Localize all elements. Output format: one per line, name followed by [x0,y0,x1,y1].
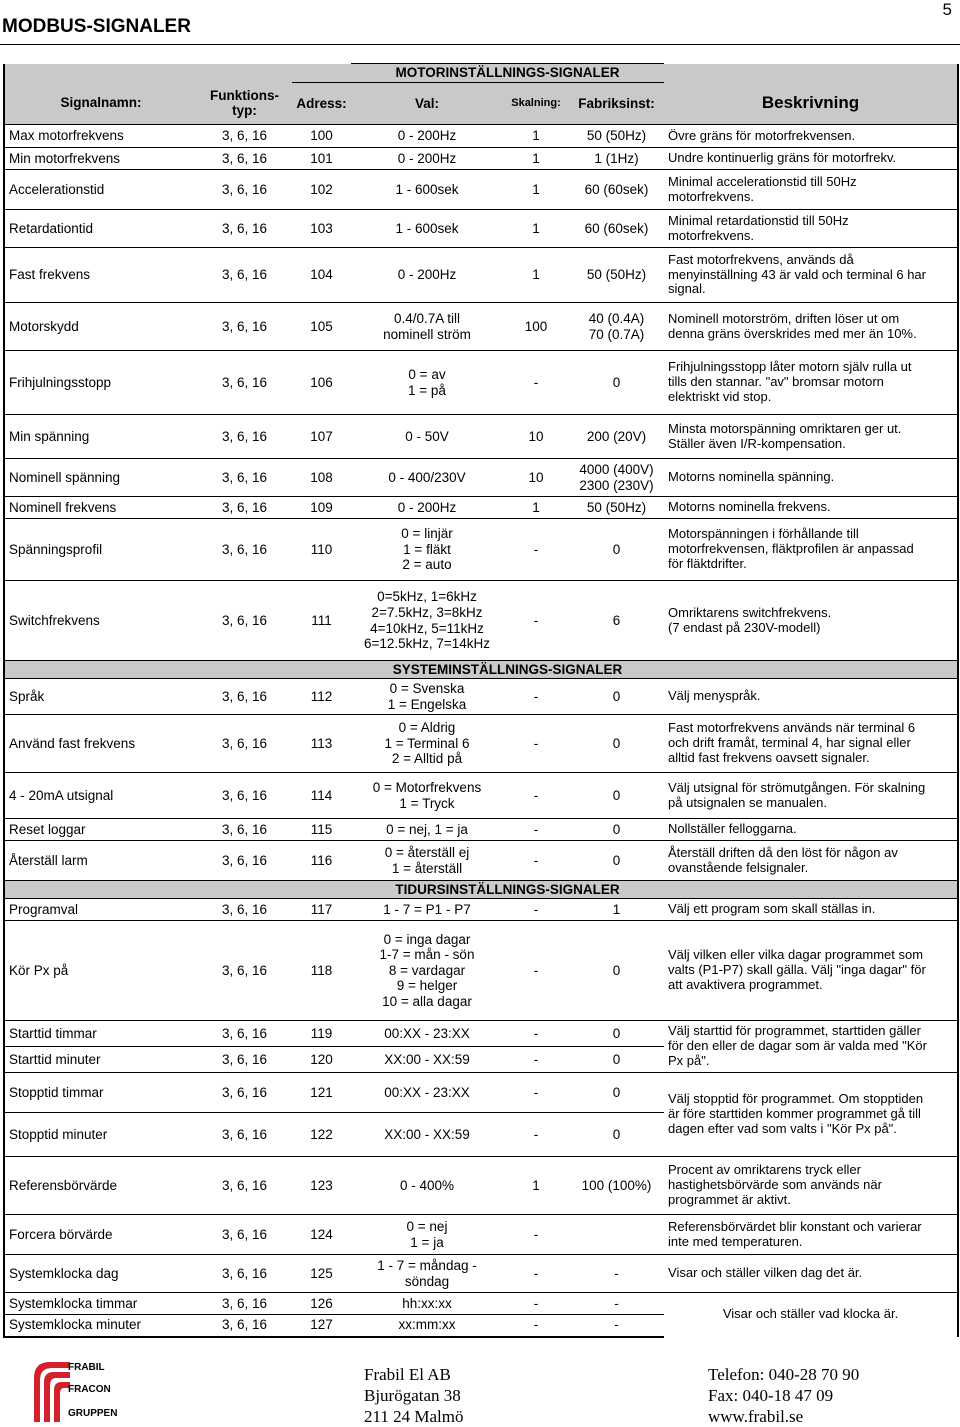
cell-func: 3, 6, 16 [197,210,292,248]
cell-desc: Undre kontinuerlig gräns för motorfrekv. [664,148,958,170]
table-row [4,1293,958,1315]
cell-func: 3, 6, 16 [197,715,292,773]
cell-func: 3, 6, 16 [197,1047,292,1073]
table-row [4,1157,958,1215]
cell-def: 0 [569,679,664,715]
cell-val: 0 - 200Hz [351,248,503,303]
cell-name: Använd fast frekvens [4,715,197,773]
cell-desc: Övre gräns för motorfrekvensen. [664,125,958,148]
cell-func: 3, 6, 16 [197,1021,292,1047]
cell-name: Frihjulningsstopp [4,351,197,415]
cell-func: 3, 6, 16 [197,1073,292,1113]
cell-val: 0 = Aldrig 1 = Terminal 6 2 = Alltid på [351,715,503,773]
cell-func: 3, 6, 16 [197,1315,292,1337]
cell-def: - [569,1255,664,1293]
column-header-addr: Adress: [292,83,351,125]
cell-addr: 118 [292,921,351,1021]
cell-val: 1 - 7 = måndag - söndag [351,1255,503,1293]
table-row [4,415,958,459]
cell-func: 3, 6, 16 [197,248,292,303]
cell-scale: 1 [503,170,569,210]
cell-name: Retardationtid [4,210,197,248]
cell-name: Nominell spänning [4,459,197,497]
cell-val: 0=5kHz, 1=6kHz 2=7.5kHz, 3=8kHz 4=10kHz, 5=11kHz 6=12.5kHz, 7=14kHz [351,581,503,661]
cell-name: Min motorfrekvens [4,148,197,170]
cell-desc: Fast motorfrekvens, används då menyinställning 43 är vald och terminal 6 har signal. [664,248,958,303]
cell-name: Återställ larm [4,841,197,881]
cell-def: 0 [569,773,664,819]
cell-val: 0 - 400% [351,1157,503,1215]
table-row [4,210,958,248]
cell-def: 50 (50Hz) [569,497,664,519]
company-contact [708,1364,859,1427]
cell-def: 0 [569,921,664,1021]
cell-func: 3, 6, 16 [197,303,292,351]
cell-desc: Välj utsignal för strömutgången. För skalning på utsignalen se manualen. [664,773,958,819]
logo-text-gruppen: GRUPPEN [68,1408,118,1419]
cell-name: Starttid minuter [4,1047,197,1073]
cell-name: Min spänning [4,415,197,459]
cell-desc: Procent av omriktarens tryck eller hastighetsbörvärde som används när programmet är aktivt. [664,1157,958,1215]
table-row [4,519,958,581]
column-header-default: Fabriksinst: [569,83,664,125]
table-row [4,1215,958,1255]
table-row [4,1021,958,1047]
cell-name: 4 - 20mA utsignal [4,773,197,819]
cell-func: 3, 6, 16 [197,1293,292,1315]
section-header-row [4,661,958,679]
cell-addr: 126 [292,1293,351,1315]
cell-addr: 117 [292,899,351,921]
cell-scale: - [503,519,569,581]
cell-scale: 1 [503,210,569,248]
cell-addr: 116 [292,841,351,881]
table-row [4,148,958,170]
cell-addr: 122 [292,1113,351,1157]
section-title-motor: MOTORINSTÄLLNINGS-SIGNALER [351,64,664,83]
cell-scale: - [503,1315,569,1337]
cell-scale: - [503,679,569,715]
cell-scale: - [503,1293,569,1315]
cell-val: 1 - 600sek [351,170,503,210]
cell-addr: 115 [292,819,351,841]
table-row [4,773,958,819]
page-divider [0,44,960,45]
cell-val: 0 = Svenska 1 = Engelska [351,679,503,715]
page-number: 5 [942,0,952,19]
cell-def: 0 [569,841,664,881]
section-title: TIDURSINSTÄLLNINGS-SIGNALER [351,881,664,899]
cell-addr: 123 [292,1157,351,1215]
cell-func: 3, 6, 16 [197,899,292,921]
table-row [4,170,958,210]
column-header-name: Signalnamn: [4,83,197,125]
cell-desc: Minsta motorspänning omriktaren ger ut. Ställer även I/R-kompensation. [664,415,958,459]
cell-addr: 108 [292,459,351,497]
cell-desc: Välj starttid för programmet, starttiden gäller för den eller de dagar som är valda med "Kör Px på". [664,1021,958,1073]
cell-scale: - [503,773,569,819]
cell-scale: - [503,351,569,415]
cell-desc: Minimal retardationstid till 50Hz motorfrekvens. [664,210,958,248]
cell-name: Systemklocka timmar [4,1293,197,1315]
cell-scale: - [503,841,569,881]
cell-desc: Motorns nominella spänning. [664,459,958,497]
cell-val: 0 - 400/230V [351,459,503,497]
cell-val: XX:00 - XX:59 [351,1113,503,1157]
page-title: MODBUS-SIGNALER [2,16,191,37]
table-row [4,248,958,303]
cell-val: 1 - 600sek [351,210,503,248]
cell-def: 50 (50Hz) [569,125,664,148]
cell-scale: 1 [503,125,569,148]
cell-name: Nominell frekvens [4,497,197,519]
table-row [4,715,958,773]
page-footer [0,1356,960,1426]
cell-def: - [569,1315,664,1337]
cell-scale: - [503,581,569,661]
cell-scale: 1 [503,248,569,303]
table-row [4,1255,958,1293]
cell-name: Motorskydd [4,303,197,351]
cell-val: 0 = av 1 = på [351,351,503,415]
cell-scale: - [503,1113,569,1157]
table-row [4,581,958,661]
cell-func: 3, 6, 16 [197,1157,292,1215]
table-row [4,497,958,519]
cell-desc: Referensbörvärdet blir konstant och varierar inte med temperaturen. [664,1215,958,1255]
cell-func: 3, 6, 16 [197,125,292,148]
cell-name: Programval [4,899,197,921]
table-row [4,841,958,881]
cell-val: 1 - 7 = P1 - P7 [351,899,503,921]
cell-name: Accelerationstid [4,170,197,210]
cell-addr: 103 [292,210,351,248]
cell-desc: Motorns nominella frekvens. [664,497,958,519]
cell-name: Stopptid minuter [4,1113,197,1157]
cell-scale: - [503,1021,569,1047]
cell-val: 00:XX - 23:XX [351,1073,503,1113]
cell-name: Forcera börvärde [4,1215,197,1255]
cell-def: 1 (1Hz) [569,148,664,170]
cell-name: Systemklocka dag [4,1255,197,1293]
company-website[interactable]: www.frabil.se [708,1407,804,1426]
cell-name: Systemklocka minuter [4,1315,197,1337]
cell-def: 4000 (400V) 2300 (230V) [569,459,664,497]
cell-desc: Frihjulningsstopp låter motorn själv rulla ut tills den stannar. "av" bromsar motorn elektriskt vid stop. [664,351,958,415]
cell-desc: Nominell motorström, driften löser ut om denna gräns överskrides med mer än 10%. [664,303,958,351]
table-row [4,1073,958,1113]
cell-func: 3, 6, 16 [197,459,292,497]
cell-func: 3, 6, 16 [197,581,292,661]
cell-addr: 106 [292,351,351,415]
cell-def: 200 (20V) [569,415,664,459]
cell-def [569,1215,664,1255]
cell-addr: 125 [292,1255,351,1293]
cell-func: 3, 6, 16 [197,773,292,819]
cell-def: 0 [569,715,664,773]
company-address [364,1364,463,1427]
cell-desc: Återställ driften då den löst för någon av ovanstående felsignaler. [664,841,958,881]
cell-val: 0 = nej, 1 = ja [351,819,503,841]
cell-func: 3, 6, 16 [197,679,292,715]
cell-name: Reset loggar [4,819,197,841]
cell-def: 0 [569,1021,664,1047]
cell-scale: - [503,899,569,921]
cell-scale: - [503,1073,569,1113]
cell-func: 3, 6, 16 [197,841,292,881]
cell-def: 60 (60sek) [569,170,664,210]
cell-def: 0 [569,1073,664,1113]
cell-scale: - [503,921,569,1021]
cell-val: 0 - 50V [351,415,503,459]
cell-val: 0 = inga dagar 1-7 = mån - sön 8 = vardagar 9 = helger 10 = alla dagar [351,921,503,1021]
cell-func: 3, 6, 16 [197,1215,292,1255]
column-header-scale: Skalning: [503,83,569,125]
table-row [4,679,958,715]
cell-func: 3, 6, 16 [197,351,292,415]
cell-func: 3, 6, 16 [197,1113,292,1157]
cell-func: 3, 6, 16 [197,415,292,459]
table-row [4,303,958,351]
modbus-signal-table [3,63,959,1338]
cell-desc: Minimal accelerationstid till 50Hz motorfrekvens. [664,170,958,210]
cell-val: 0 - 200Hz [351,148,503,170]
cell-addr: 105 [292,303,351,351]
cell-name: Starttid timmar [4,1021,197,1047]
cell-scale: - [503,819,569,841]
cell-desc: Visar och ställer vad klocka är. [664,1293,958,1337]
section-header-row [4,881,958,899]
cell-desc: Välj vilken eller vilka dagar programmet som valts (P1-P7) skall gälla. Välj "inga dagar" för att avaktivera programmet. [664,921,958,1021]
cell-addr: 100 [292,125,351,148]
cell-def: 1 [569,899,664,921]
cell-addr: 124 [292,1215,351,1255]
section-title: SYSTEMINSTÄLLNINGS-SIGNALER [351,661,664,679]
cell-scale: - [503,1255,569,1293]
cell-addr: 104 [292,248,351,303]
cell-addr: 119 [292,1021,351,1047]
company-phone: Telefon: 040-28 70 90 [708,1365,860,1384]
cell-addr: 127 [292,1315,351,1337]
company-fax: Fax: 040-18 47 09 [708,1386,834,1405]
cell-addr: 107 [292,415,351,459]
cell-name: Stopptid timmar [4,1073,197,1113]
cell-name: Fast frekvens [4,248,197,303]
cell-desc: Omriktarens switchfrekvens. (7 endast på 230V-modell) [664,581,958,661]
cell-val: 00:XX - 23:XX [351,1021,503,1047]
cell-def: 0 [569,819,664,841]
cell-scale: 10 [503,459,569,497]
cell-scale: 1 [503,1157,569,1215]
cell-desc: Välj stopptid för programmet. Om stopptiden är före starttiden kommer programmet gå till dagen efter vad som valts i "Kör Px på". [664,1073,958,1157]
cell-val: 0 - 200Hz [351,125,503,148]
table-row [4,125,958,148]
cell-name: Referensbörvärde [4,1157,197,1215]
table-row [4,819,958,841]
cell-addr: 112 [292,679,351,715]
cell-scale: - [503,715,569,773]
cell-def: 40 (0.4A) 70 (0.7A) [569,303,664,351]
cell-desc: Välj menyspråk. [664,679,958,715]
logo-text-frabil: FRABIL [68,1362,105,1373]
column-header-func: Funktions- typ: [197,83,292,125]
cell-func: 3, 6, 16 [197,1255,292,1293]
cell-addr: 110 [292,519,351,581]
column-header-description: Beskrivning [664,83,958,125]
cell-val: 0 = återställ ej 1 = återställ [351,841,503,881]
table-row [4,351,958,415]
table-row [4,899,958,921]
cell-func: 3, 6, 16 [197,819,292,841]
cell-val: 0 = linjär 1 = fläkt 2 = auto [351,519,503,581]
cell-def: 0 [569,351,664,415]
cell-scale: - [503,1215,569,1255]
cell-val: XX:00 - XX:59 [351,1047,503,1073]
cell-val: hh:xx:xx [351,1293,503,1315]
cell-val: 0 = Motorfrekvens 1 = Tryck [351,773,503,819]
table-row [4,459,958,497]
cell-desc: Fast motorfrekvens används när terminal 6 och drift framåt, terminal 4, har signal eller alltid fast frekvens oavsett signaler. [664,715,958,773]
cell-desc: Motorspänningen i förhållande till motorfrekvensen, fläktprofilen är anpassad för fläktdrifter. [664,519,958,581]
cell-scale: 1 [503,497,569,519]
company-name: Frabil El AB [364,1365,451,1384]
cell-name: Spänningsprofil [4,519,197,581]
cell-def: 0 [569,1047,664,1073]
cell-scale: 1 [503,148,569,170]
cell-addr: 121 [292,1073,351,1113]
cell-def: 50 (50Hz) [569,248,664,303]
cell-func: 3, 6, 16 [197,148,292,170]
cell-desc: Visar och ställer vilken dag det är. [664,1255,958,1293]
cell-val: xx:mm:xx [351,1315,503,1337]
cell-def: 0 [569,519,664,581]
logo-text-fracon: FRACON [68,1384,111,1395]
cell-name: Kör Px på [4,921,197,1021]
cell-desc: Nollställer felloggarna. [664,819,958,841]
cell-addr: 120 [292,1047,351,1073]
cell-def: 0 [569,1113,664,1157]
cell-addr: 109 [292,497,351,519]
cell-val: 0 = nej 1 = ja [351,1215,503,1255]
cell-scale: 10 [503,415,569,459]
cell-addr: 111 [292,581,351,661]
cell-addr: 102 [292,170,351,210]
cell-name: Språk [4,679,197,715]
cell-scale: 100 [503,303,569,351]
cell-addr: 114 [292,773,351,819]
cell-addr: 113 [292,715,351,773]
cell-func: 3, 6, 16 [197,170,292,210]
company-city: 211 24 Malmö [364,1407,464,1426]
cell-name: Max motorfrekvens [4,125,197,148]
cell-def: 6 [569,581,664,661]
cell-val: 0.4/0.7A till nominell ström [351,303,503,351]
column-header-val: Val: [351,83,503,125]
cell-desc: Välj ett program som skall ställas in. [664,899,958,921]
cell-func: 3, 6, 16 [197,921,292,1021]
cell-addr: 101 [292,148,351,170]
table-row [4,921,958,1021]
cell-def: 60 (60sek) [569,210,664,248]
cell-name: Switchfrekvens [4,581,197,661]
cell-val: 0 - 200Hz [351,497,503,519]
company-street: Bjurögatan 38 [364,1386,461,1405]
cell-scale: - [503,1047,569,1073]
cell-def: - [569,1293,664,1315]
cell-func: 3, 6, 16 [197,497,292,519]
cell-def: 100 (100%) [569,1157,664,1215]
cell-func: 3, 6, 16 [197,519,292,581]
